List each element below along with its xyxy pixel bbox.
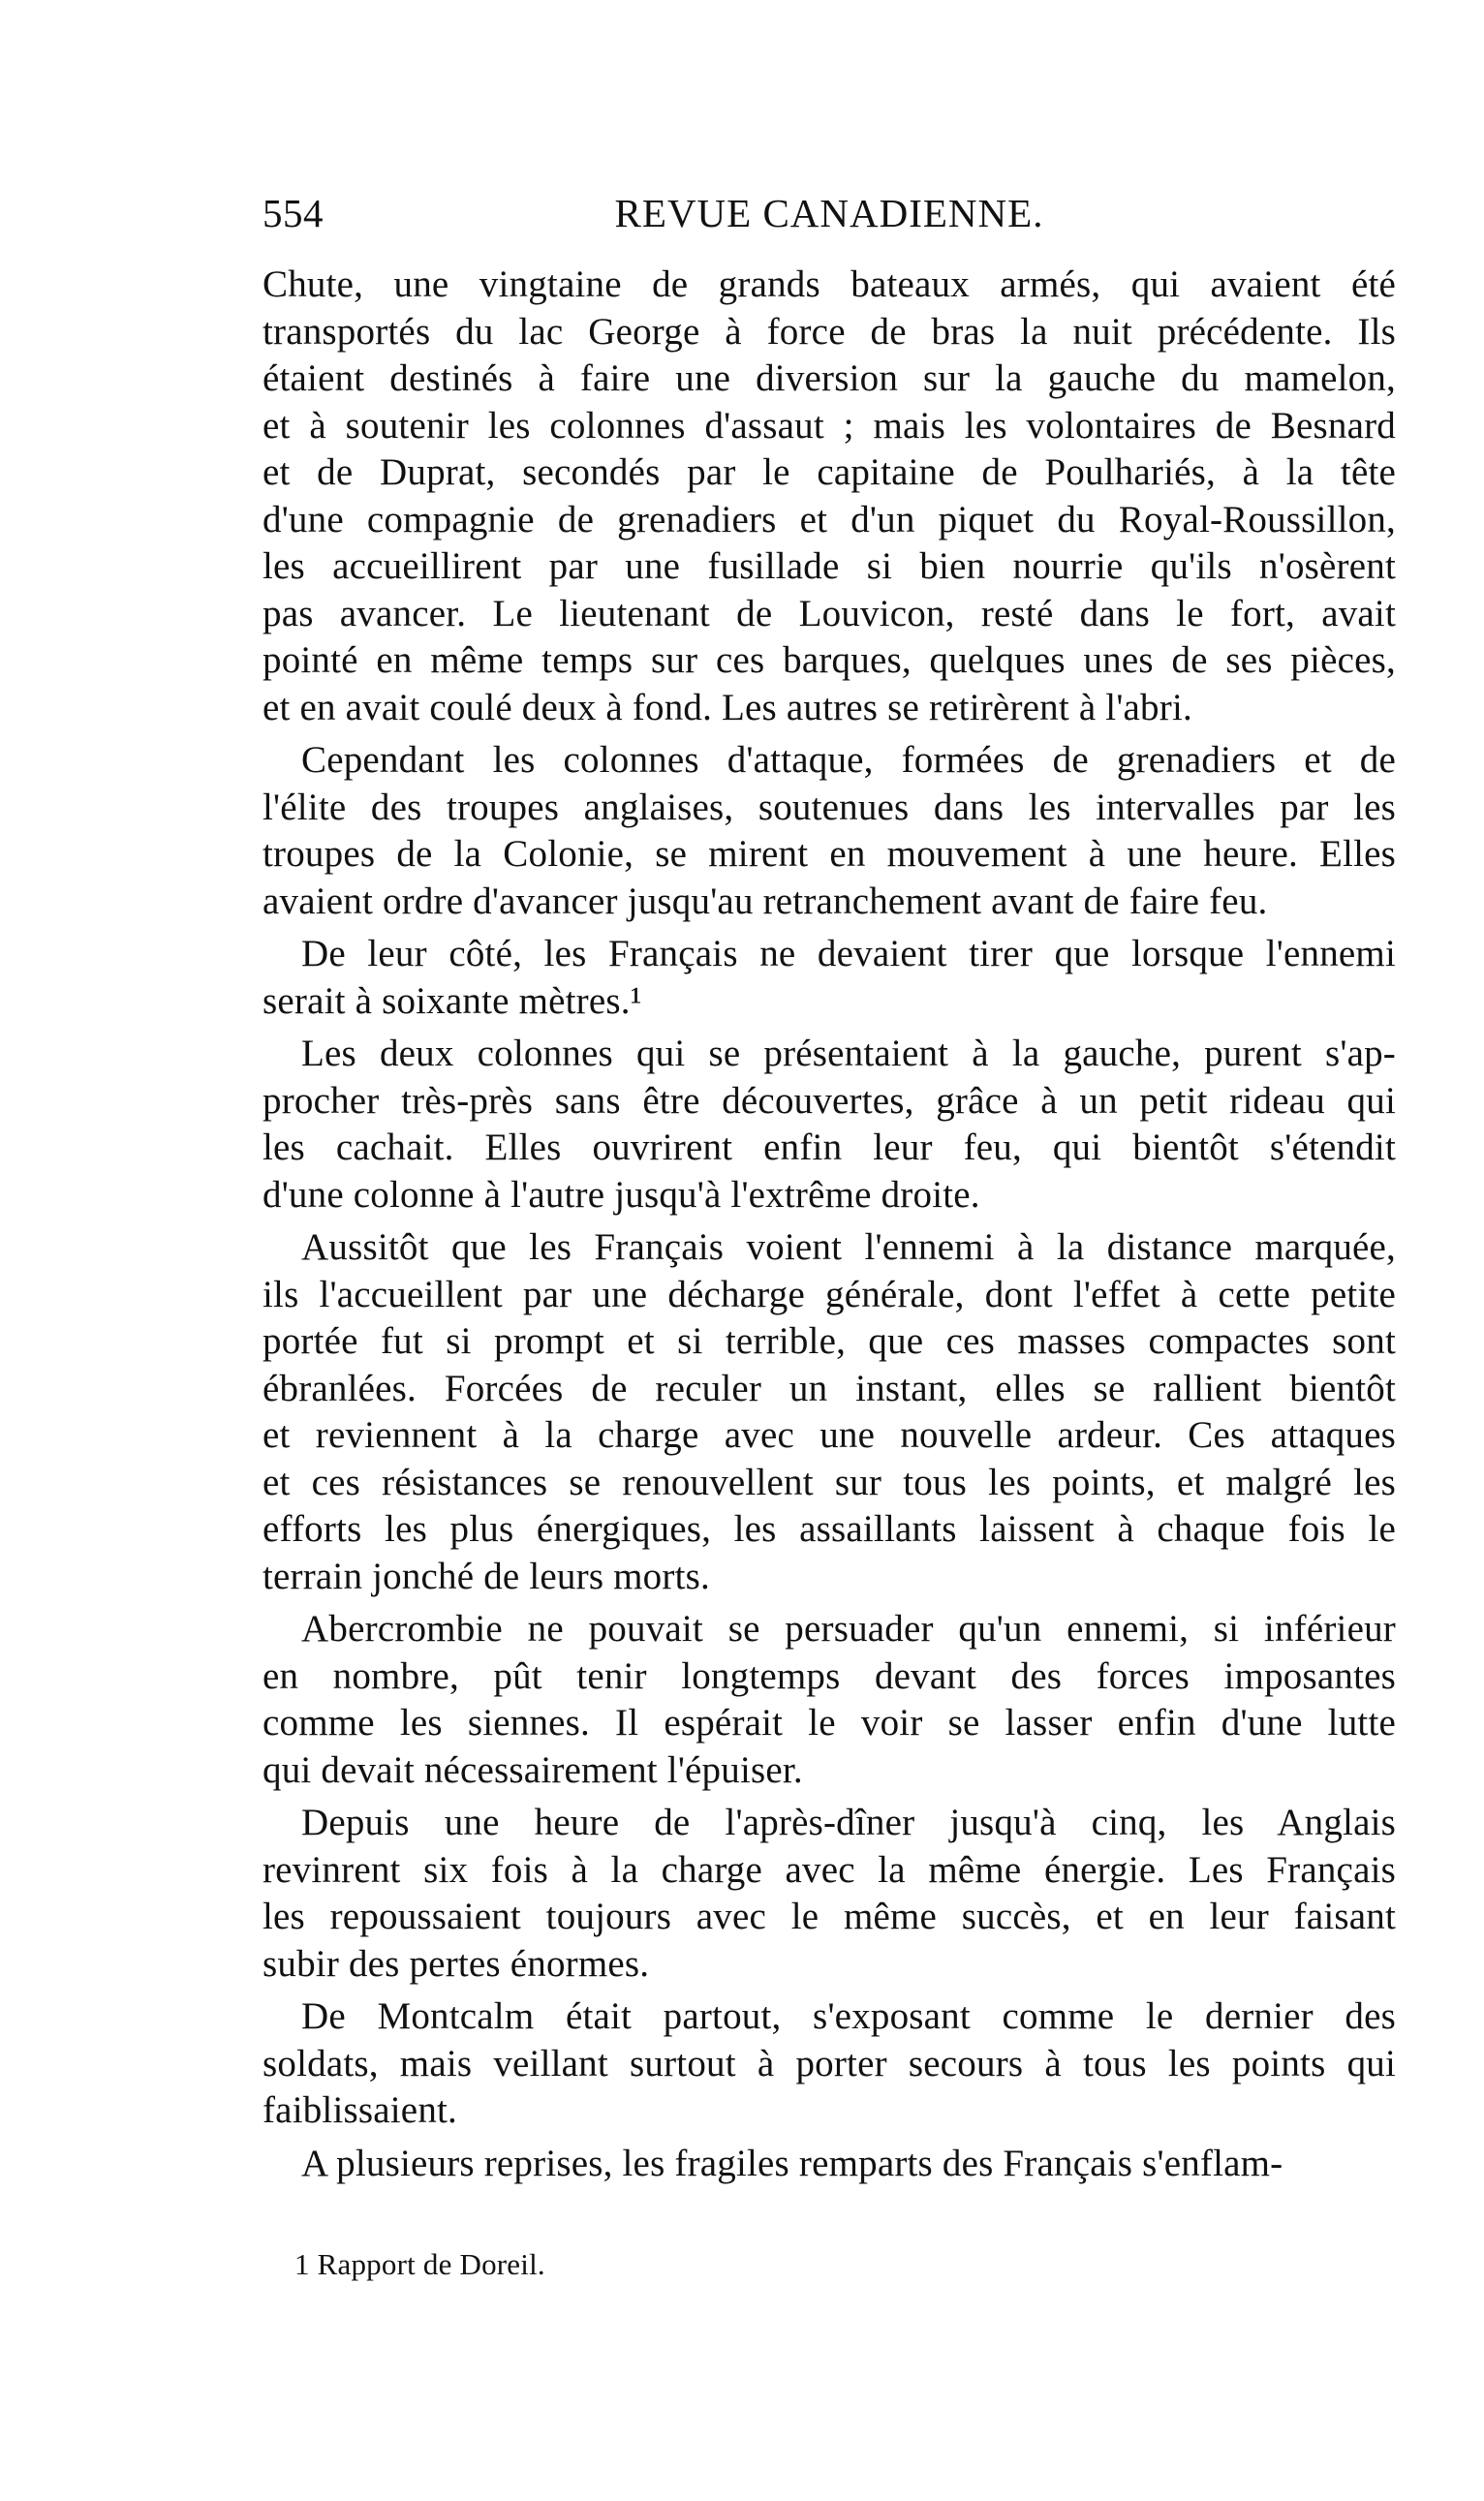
text-line: d'une compagnie de grenadiers et d'un piquet du Royal-Roussillon, <box>263 498 1396 540</box>
text-line: Les deux colonnes qui se présentaient à la gauche, purent s'ap- <box>301 1033 1396 1074</box>
page-number: 554 <box>263 191 324 235</box>
text-line: efforts les plus énergiques, les assaillants laissent à chaque fois le <box>263 1508 1396 1550</box>
text-line: pas avancer. Le lieutenant de Louvicon, resté dans le fort, avait <box>263 592 1396 634</box>
paragraph <box>263 737 1396 925</box>
text-line: faiblissaient. <box>263 2089 457 2131</box>
text-line: et de Duprat, secondés par le capitaine de Poulhariés, à la tête <box>263 451 1396 493</box>
text-line: De Montcalm était partout, s'exposant comme le dernier des <box>301 1995 1396 2037</box>
text-line: Cependant les colonnes d'attaque, formées de grenadiers et de <box>301 739 1396 781</box>
paragraph <box>263 1800 1396 1988</box>
running-title: REVUE CANADIENNE. <box>614 191 1044 235</box>
text-line: terrain jonché de leurs morts. <box>263 1555 710 1597</box>
paragraph <box>263 262 1396 731</box>
paragraph <box>263 1031 1396 1219</box>
page-header <box>263 190 1396 248</box>
text-line: ébranlées. Forcées de reculer un instant, elles se rallient bientôt <box>263 1367 1396 1409</box>
text-line: portée fut si prompt et si terrible, que ces masses compactes sont <box>263 1320 1396 1362</box>
text-line: étaient destinés à faire une diversion sur la gauche du mamelon, <box>263 357 1396 399</box>
text-line: troupes de la Colonie, se mirent en mouvement à une heure. Elles <box>263 833 1396 875</box>
paragraph <box>263 1993 1396 2135</box>
paragraph <box>263 931 1396 1025</box>
text-line: d'une colonne à l'autre jusqu'à l'extrême droite. <box>263 1173 980 1216</box>
text-line: Depuis une heure de l'après-dîner jusqu'à cinq, les Anglais <box>301 1802 1396 1843</box>
paragraph <box>263 1224 1396 1600</box>
text-line: les accueillirent par une fusillade si bien nourrie qu'ils n'osèrent <box>263 545 1396 587</box>
text-line: et reviennent à la charge avec une nouvelle ardeur. Ces attaques <box>263 1414 1396 1456</box>
text-line: pointé en même temps sur ces barques, quelques unes de ses pièces, <box>263 639 1396 681</box>
text-line: qui devait nécessairement l'épuiser. <box>263 1748 803 1791</box>
text-line: procher très-près sans être découvertes, grâce à un petit rideau qui <box>263 1079 1396 1122</box>
text-line: A plusieurs reprises, les fragiles remparts des Français s'enflam- <box>301 2142 1283 2184</box>
text-line: et en avait coulé deux à fond. Les autres se retirèrent à l'abri. <box>263 686 1192 728</box>
text-line: avaient ordre d'avancer jusqu'au retranchement avant de faire feu. <box>263 880 1268 922</box>
text-line: les repoussaient toujours avec le même succès, et en leur faisant <box>263 1896 1396 1937</box>
text-line: soldats, mais veillant surtout à porter secours à tous les points qui <box>263 2042 1396 2084</box>
text-line: serait à soixante mètres.¹ <box>263 979 642 1022</box>
text-line: et à soutenir les colonnes d'assaut ; mais les volontaires de Besnard <box>263 404 1396 447</box>
text-line: en nombre, pût tenir longtemps devant des forces imposantes <box>263 1654 1396 1697</box>
text-line: Abercrombie ne pouvait se persuader qu'un ennemi, si inférieur <box>301 1608 1396 1650</box>
text-line: Chute, une vingtaine de grands bateaux armés, qui avaient été <box>263 263 1396 305</box>
paragraph <box>263 1606 1396 1794</box>
text-line: Aussitôt que les Français voient l'ennemi à la distance marquée, <box>301 1226 1396 1268</box>
body-text <box>263 262 1396 2187</box>
footnote: 1 Rapport de Doreil. <box>294 2247 545 2281</box>
text-line: les cachait. Elles ouvrirent enfin leur feu, qui bientôt s'étendit <box>263 1127 1396 1168</box>
text-line: revinrent six fois à la charge avec la même énergie. Les Français <box>263 1848 1396 1891</box>
text-line: et ces résistances se renouvellent sur tous les points, et malgré les <box>263 1461 1396 1503</box>
text-line: ils l'accueillent par une décharge générale, dont l'effet à cette petite <box>263 1273 1396 1315</box>
text-line: transportés du lac George à force de bras la nuit précédente. Ils <box>263 310 1396 353</box>
paragraph <box>263 2141 1396 2188</box>
text-line: subir des pertes énormes. <box>263 1942 650 1985</box>
text-line: comme les siennes. Il espérait le voir se lasser enfin d'une lutte <box>263 1702 1396 1744</box>
text-line: l'élite des troupes anglaises, soutenues dans les intervalles par les <box>263 786 1396 828</box>
text-line: De leur côté, les Français ne devaient tirer que lorsque l'ennemi <box>301 933 1396 974</box>
